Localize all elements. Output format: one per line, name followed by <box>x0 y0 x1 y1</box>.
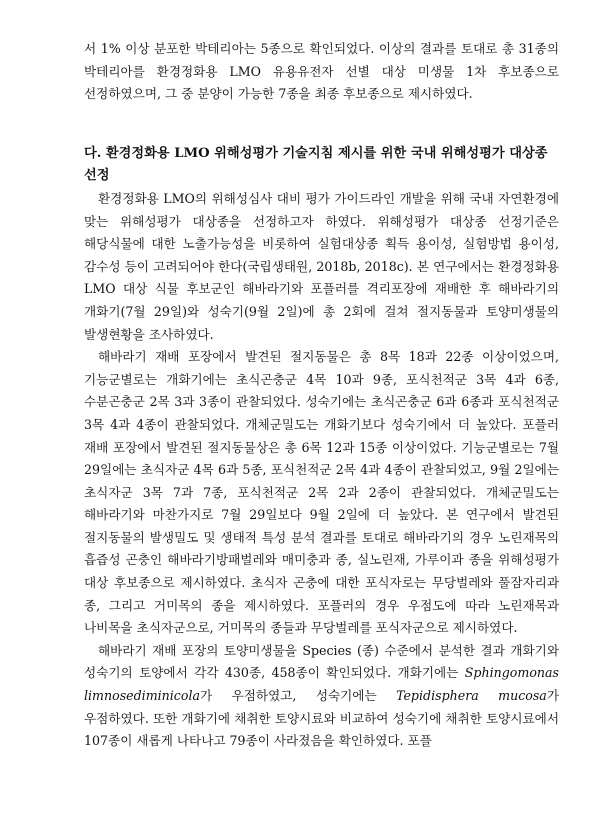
continuation-paragraph: 서 1% 이상 분포한 박테리아는 5종으로 확인되었다. 이상의 결과를 토대로 총 31종의 박테리아를 환경정화용 LMO 유용유전자 선별 대상 미생물 1차 후보종으로 선정하였으며, 그 중 분양이 가능한 7종을 최종 후보종으로 제시하였다. <box>84 41 559 102</box>
paragraph-3-text-c: 가 우점하였다. 또한 개화기에 채취한 토양시료와 비교하여 성숙기에 채취한 토양시료에서 107종이 새롭게 나타나고 79종이 사라졌음을 확인하였다. 포플 <box>84 688 559 749</box>
species-name-2: Tepidisphera mucosa <box>396 688 547 704</box>
paragraph-3-text-b: 가 우점하였고, 성숙기에는 <box>199 688 397 704</box>
body-paragraph-3 <box>84 640 559 753</box>
paragraph-3-text-a: 해바라기 재배 포장의 토양미생물을 Species (종) 수준에서 분석한 결과 개화기와 성숙기의 토양에서 각각 430종, 458종이 확인되었다. 개화기에는 <box>84 642 559 681</box>
body-paragraph-1: 환경정화용 LMO의 위해성심사 대비 평가 가이드라인 개발을 위해 국내 자연환경에 맞는 위해성평가 대상종을 선정하고자 하였다. 위해성평가 대상종 선정기준은 해당식물에 대한 노출가능성을 비롯하여 실험대상종 획득 용이성, 실험방법 용이성, 감수성 등이 고려되어야 한다(국립생태원, 2018b, 2018c). 본 연구에서는 환경정화용 LMO 대상 식물 후보군인 해바라기와 포플러를 격리포장에 재배한 후 해바라기의 개화기(7월 29일)와 성숙기(9월 2일)에 총 2회에 걸쳐 절지동물과 토양미생물의 발생현황을 조사하였다. <box>84 190 559 342</box>
species-name-1: Sphingomonas limnosediminicola <box>84 665 559 704</box>
section-heading: 다. 환경정화용 LMO 위해성평가 기술지침 제시를 위한 국내 위해성평가 대상종 선정 <box>84 145 548 184</box>
body-paragraph-2: 해바라기 재배 포장에서 발견된 절지동물은 총 8목 18과 22종 이상이었으며, 기능군별로는 개화기에는 초식곤충군 4목 10과 9종, 포식천적군 3목 4과 6종, 수분곤충군 2목 3과 3종이 관찰되었다. 성숙기에는 초식곤충군 6과 6종과 포식천적군 3목 4과 4종이 관찰되었다. 개체군밀도는 개화기보다 성숙기에서 더 높았다. 포플러 재배 포장에서 발견된 절지동물상은 총 6목 12과 15종 이상이었다. 기능군별로는 7월 29일에는 초식자군 4목 6과 5종, 포식천적군 2목 4과 4종이 관찰되었고, 9월 2일에는 초식자군 3목 7과 7종, 포식천적군 2목 2과 2종이 관찰되었다. 개체군밀도는 해바라기와 마찬가지로 7월 29일보다 9월 2일에 더 높았다. 본 연구에서 발견된 절지동물의 발생밀도 및 생태적 특성 분석 결과를 토대로 해바라기의 경우 노린재목의 흡즙성 곤충인 해바라기방패벌레와 매미충과 종, 실노린재, 가루이과 종을 위해성평가 대상 후보종으로 제시하였다. 초식자 곤충에 대한 포식자로는 무당벌레와 풀잠자리과 종, 그리고 거미목의 종을 제시하였다. 포플러의 경우 우점도에 따라 노린재목과 나비목을 초식자군으로, 거미목의 종들과 무당벌레를 포식자군으로 제시하였다. <box>84 349 559 636</box>
